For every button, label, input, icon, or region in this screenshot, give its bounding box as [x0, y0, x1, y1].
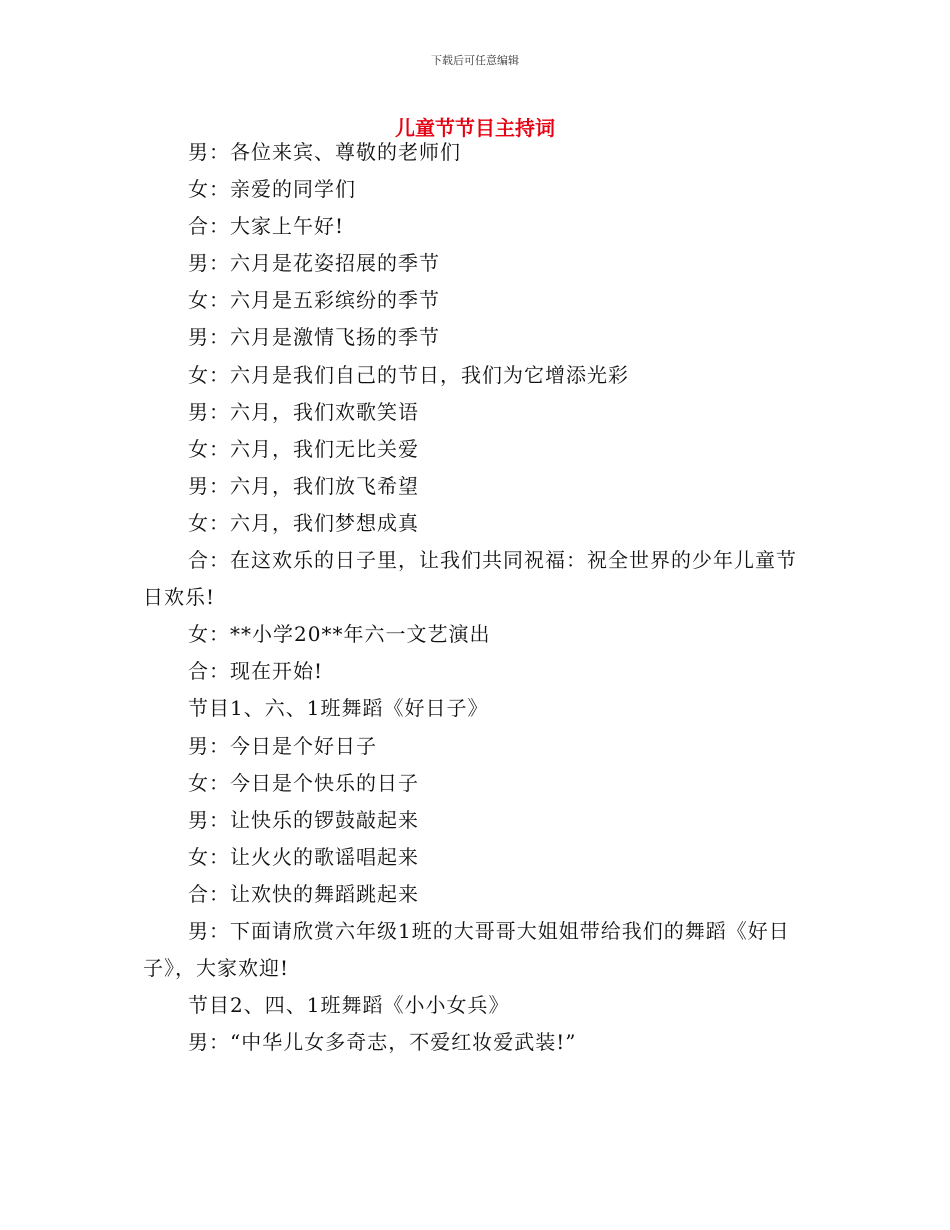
paragraph: 男：让快乐的锣鼓敲起来: [188, 807, 419, 832]
paragraph: 女：**小学20**年六一文艺演出: [188, 622, 491, 647]
paragraph: 男：六月，我们欢歌笑语: [188, 399, 419, 424]
document-title: 儿童节节目主持词: [395, 116, 555, 140]
paragraph: 女：让火火的歌谣唱起来: [188, 844, 419, 869]
paragraph: 男：六月，我们放飞希望: [188, 473, 419, 498]
paragraph: 合：在这欢乐的日子里，让我们共同祝福：祝全世界的少年儿童节日欢乐!: [143, 548, 797, 610]
paragraph: 女：六月是我们自己的节日，我们为它增添光彩: [188, 362, 629, 387]
page-header-note: 下载后可任意编辑: [431, 54, 519, 67]
paragraph: 男：六月是花姿招展的季节: [188, 251, 440, 276]
paragraph: 女：今日是个快乐的日子: [188, 770, 419, 795]
paragraph: 合：现在开始!: [188, 659, 324, 684]
paragraph: 女：亲爱的同学们: [188, 177, 356, 202]
document-body: [143, 134, 799, 1061]
paragraph: 节目2、四、1班舞蹈《小小女兵》: [188, 993, 510, 1018]
paragraph: 节目1、六、1班舞蹈《好日子》: [188, 696, 489, 721]
paragraph: 男：今日是个好日子: [188, 733, 377, 758]
paragraph: 男：各位来宾、尊敬的老师们: [188, 140, 461, 164]
paragraph: 男：下面请欣赏六年级1班的大哥哥大姐姐带给我们的舞蹈《好日子》，大家欢迎!: [143, 918, 790, 981]
paragraph: 男：“中华儿女多奇志，不爱红妆爱武装!”: [188, 1030, 577, 1055]
paragraph: 女：六月是五彩缤纷的季节: [188, 288, 440, 313]
paragraph: 合：大家上午好!: [188, 214, 345, 239]
paragraph: 合：让欢快的舞蹈跳起来: [188, 881, 419, 906]
paragraph: 女：六月，我们无比关爱: [188, 436, 419, 461]
paragraph: 男：六月是激情飞扬的季节: [188, 325, 440, 350]
paragraph: 女：六月，我们梦想成真: [188, 510, 419, 535]
